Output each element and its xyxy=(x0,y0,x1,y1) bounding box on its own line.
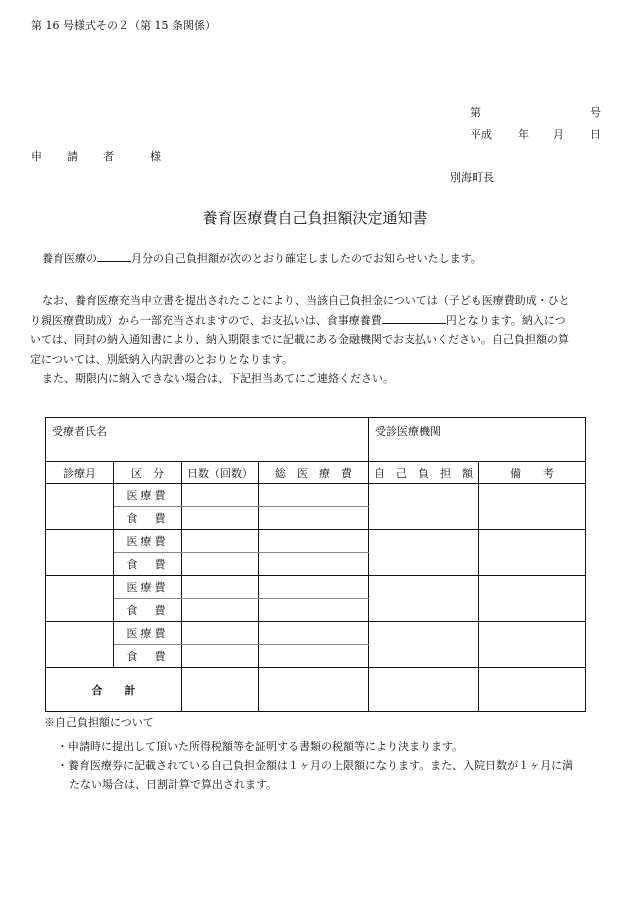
header-month: 診療月 xyxy=(46,462,114,484)
total-cell xyxy=(259,576,369,599)
self-pay-cell xyxy=(369,622,479,668)
category-food: 食 費 xyxy=(114,599,182,622)
header-total-medical: 総 医 療 費 xyxy=(259,462,369,484)
addressee-char: 申 xyxy=(31,150,42,163)
total-medical-cell xyxy=(259,668,369,712)
remarks-cell xyxy=(479,484,586,530)
month-cell xyxy=(46,484,114,530)
document-title: 養育医療費自己負担額決定通知書 xyxy=(202,209,428,227)
days-cell xyxy=(182,484,259,507)
p2-line-1: なお、養育医療充当申立書を提出されたことにより、当該自己負担金については（子ども医療費助成・ひと xyxy=(42,294,570,307)
total-cell xyxy=(259,645,369,668)
p2-line-3: いては、同封の納入通知書により、納入期限までに記載にある金融機関でお支払いください。自己負担額の算 xyxy=(30,333,569,346)
remarks-cell xyxy=(479,530,586,576)
form-number: 第 16 号様式その２（第 15 条関係） xyxy=(31,19,216,32)
note-item: ・養育医療券に記載されている自己負担金額は１ヶ月の上限額になります。また、入院日数が１ヶ月に満 xyxy=(57,759,574,772)
category-food: 食 費 xyxy=(114,507,182,530)
header-days: 日数（回数） xyxy=(182,462,259,484)
paragraph-1 xyxy=(30,249,604,269)
remarks-cell xyxy=(479,576,586,622)
self-pay-cell xyxy=(369,576,479,622)
date-era: 平成 xyxy=(470,128,492,141)
date-year: 年 xyxy=(518,128,529,141)
category-medical: 医療費 xyxy=(114,576,182,599)
category-medical: 医療費 xyxy=(114,622,182,645)
total-cell xyxy=(259,553,369,576)
total-days-cell xyxy=(182,668,259,712)
note-item: ・申請時に提出して頂いた所得税額等を証明する書類の税額等により決まります。 xyxy=(57,740,464,753)
p2-line-2b: 円となります。納入につ xyxy=(445,313,566,327)
days-cell xyxy=(182,576,259,599)
addressee-char: 請 xyxy=(67,150,78,163)
total-cell xyxy=(259,622,369,645)
p1-text-b: 月分の自己負担額が次のとおり確定しましたのでお知らせいたします。 xyxy=(131,252,482,265)
total-cell xyxy=(259,599,369,622)
total-cell xyxy=(259,484,369,507)
total-cell xyxy=(259,507,369,530)
total-cell xyxy=(259,530,369,553)
amount-blank xyxy=(382,313,446,324)
header-category: 区 分 xyxy=(114,462,182,484)
category-food: 食 費 xyxy=(114,553,182,576)
addressee-honorific: 様 xyxy=(150,150,161,163)
doc-number-suffix: 号 xyxy=(590,106,601,119)
total-self-pay-cell xyxy=(369,668,479,712)
paragraph-2 xyxy=(30,291,604,389)
header-remarks: 備 考 xyxy=(479,462,586,484)
patient-name-label: 受療者氏名 xyxy=(52,425,107,438)
note-item: たない場合は、日割計算で算出されます。 xyxy=(69,778,278,791)
notes-heading: ※自己負担額について xyxy=(44,716,154,729)
category-medical: 医療費 xyxy=(114,530,182,553)
days-cell xyxy=(182,553,259,576)
month-cell xyxy=(46,622,114,668)
p1-text-a: 養育医療の xyxy=(42,252,97,265)
remarks-cell xyxy=(479,622,586,668)
paragraph-3: また、期限内に納入できない場合は、下記担当あてにご連絡ください。 xyxy=(42,372,394,385)
p2-line-4: 定については、別紙納入内訳書のとおりとなります。 xyxy=(30,352,293,366)
date-day: 日 xyxy=(590,128,601,141)
p2-line-2a: り親医療費助成）から一部充当されますので、お支払いは、食事療養費 xyxy=(30,313,382,327)
header-self-pay: 自 己 負 担 額 xyxy=(369,462,479,484)
month-cell xyxy=(46,576,114,622)
institution-label: 受診医療機関 xyxy=(375,425,441,438)
month-blank xyxy=(97,251,131,262)
total-remarks-cell xyxy=(479,668,586,712)
days-cell xyxy=(182,599,259,622)
institution-cell xyxy=(369,418,586,462)
days-cell xyxy=(182,507,259,530)
total-label: 合 計 xyxy=(46,668,182,712)
issuer: 別海町長 xyxy=(450,171,494,184)
days-cell xyxy=(182,622,259,645)
category-medical: 医療費 xyxy=(114,484,182,507)
category-food: 食 費 xyxy=(114,645,182,668)
patient-name-cell xyxy=(46,418,369,462)
doc-number-prefix: 第 xyxy=(470,106,481,119)
date-month: 月 xyxy=(553,128,564,141)
days-cell xyxy=(182,645,259,668)
expense-table xyxy=(45,417,586,712)
month-cell xyxy=(46,530,114,576)
self-pay-cell xyxy=(369,530,479,576)
self-pay-cell xyxy=(369,484,479,530)
addressee-char: 者 xyxy=(103,150,114,163)
days-cell xyxy=(182,530,259,553)
